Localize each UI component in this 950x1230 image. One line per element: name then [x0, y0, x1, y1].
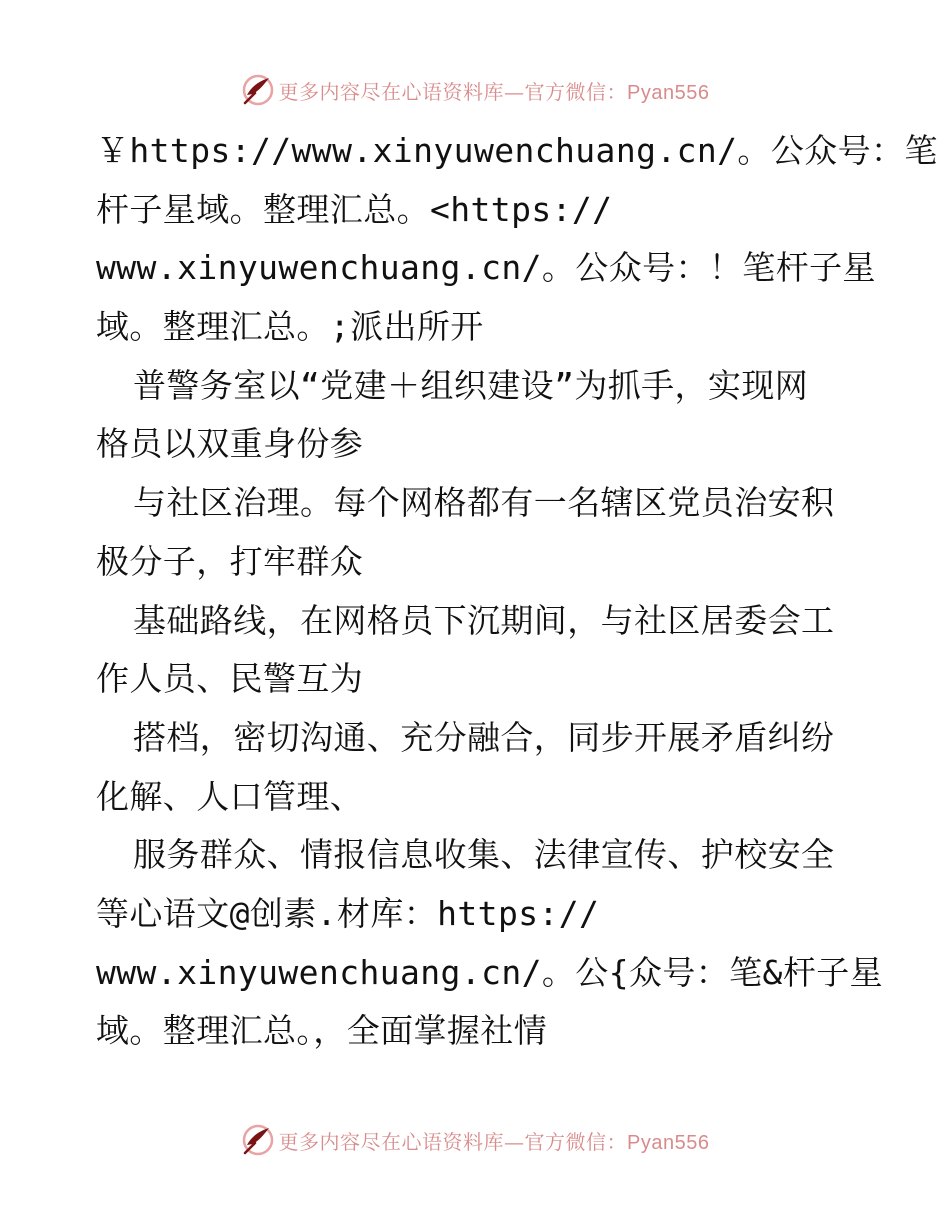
body-line: 作人员、民警互为: [96, 659, 364, 699]
body-line: www.xinyuwenchuang.cn/。公众号：！笔杆子星: [96, 248, 876, 288]
header-banner-label: 更多内容尽在心语资料库—官方微信：: [278, 79, 628, 104]
quill-logo-icon: [241, 73, 275, 107]
body-line: 与社区治理。每个网格都有一名辖区党员治安积: [133, 483, 835, 523]
document-body: [96, 122, 938, 1061]
body-line: 等心语文@创素.材库：https://: [96, 893, 600, 933]
header-wechat-id: Pyan556: [627, 81, 710, 104]
footer-banner-label: 更多内容尽在心语资料库—官方微信：: [278, 1129, 628, 1154]
header-banner: [0, 68, 950, 112]
body-line: ￥https://www.xinyuwenchuang.cn/。公众号：笔: [96, 131, 938, 170]
body-line: 极分子，打牢群众: [96, 541, 364, 581]
body-line: 基础路线，在网格员下沉期间，与社区居委会工: [133, 600, 835, 640]
body-line: 杆子星域。整理汇总。<https://: [96, 189, 613, 229]
body-line: www.xinyuwenchuang.cn/。公{众号：笔&杆子星: [96, 952, 884, 992]
body-line: 普警务室以“党建＋组织建设”为抓手，实现网: [133, 365, 809, 405]
body-line: 域。整理汇总。，全面掌握社情: [96, 1011, 548, 1051]
quill-logo-icon: [241, 1123, 275, 1157]
footer-wechat-id: Pyan556: [627, 1131, 710, 1154]
body-line: 服务群众、情报信息收集、法律宣传、护校安全: [133, 835, 835, 875]
body-line: 格员以双重身份参: [96, 424, 364, 464]
footer-banner-text: [279, 1126, 710, 1155]
body-line: 化解、人口管理、: [96, 776, 364, 816]
body-line: 搭档，密切沟通、充分融合，同步开展矛盾纠纷: [133, 717, 835, 757]
footer-banner: [0, 1118, 950, 1162]
header-banner-text: [279, 76, 710, 105]
body-line: 域。整理汇总。;派出所开: [96, 307, 484, 347]
